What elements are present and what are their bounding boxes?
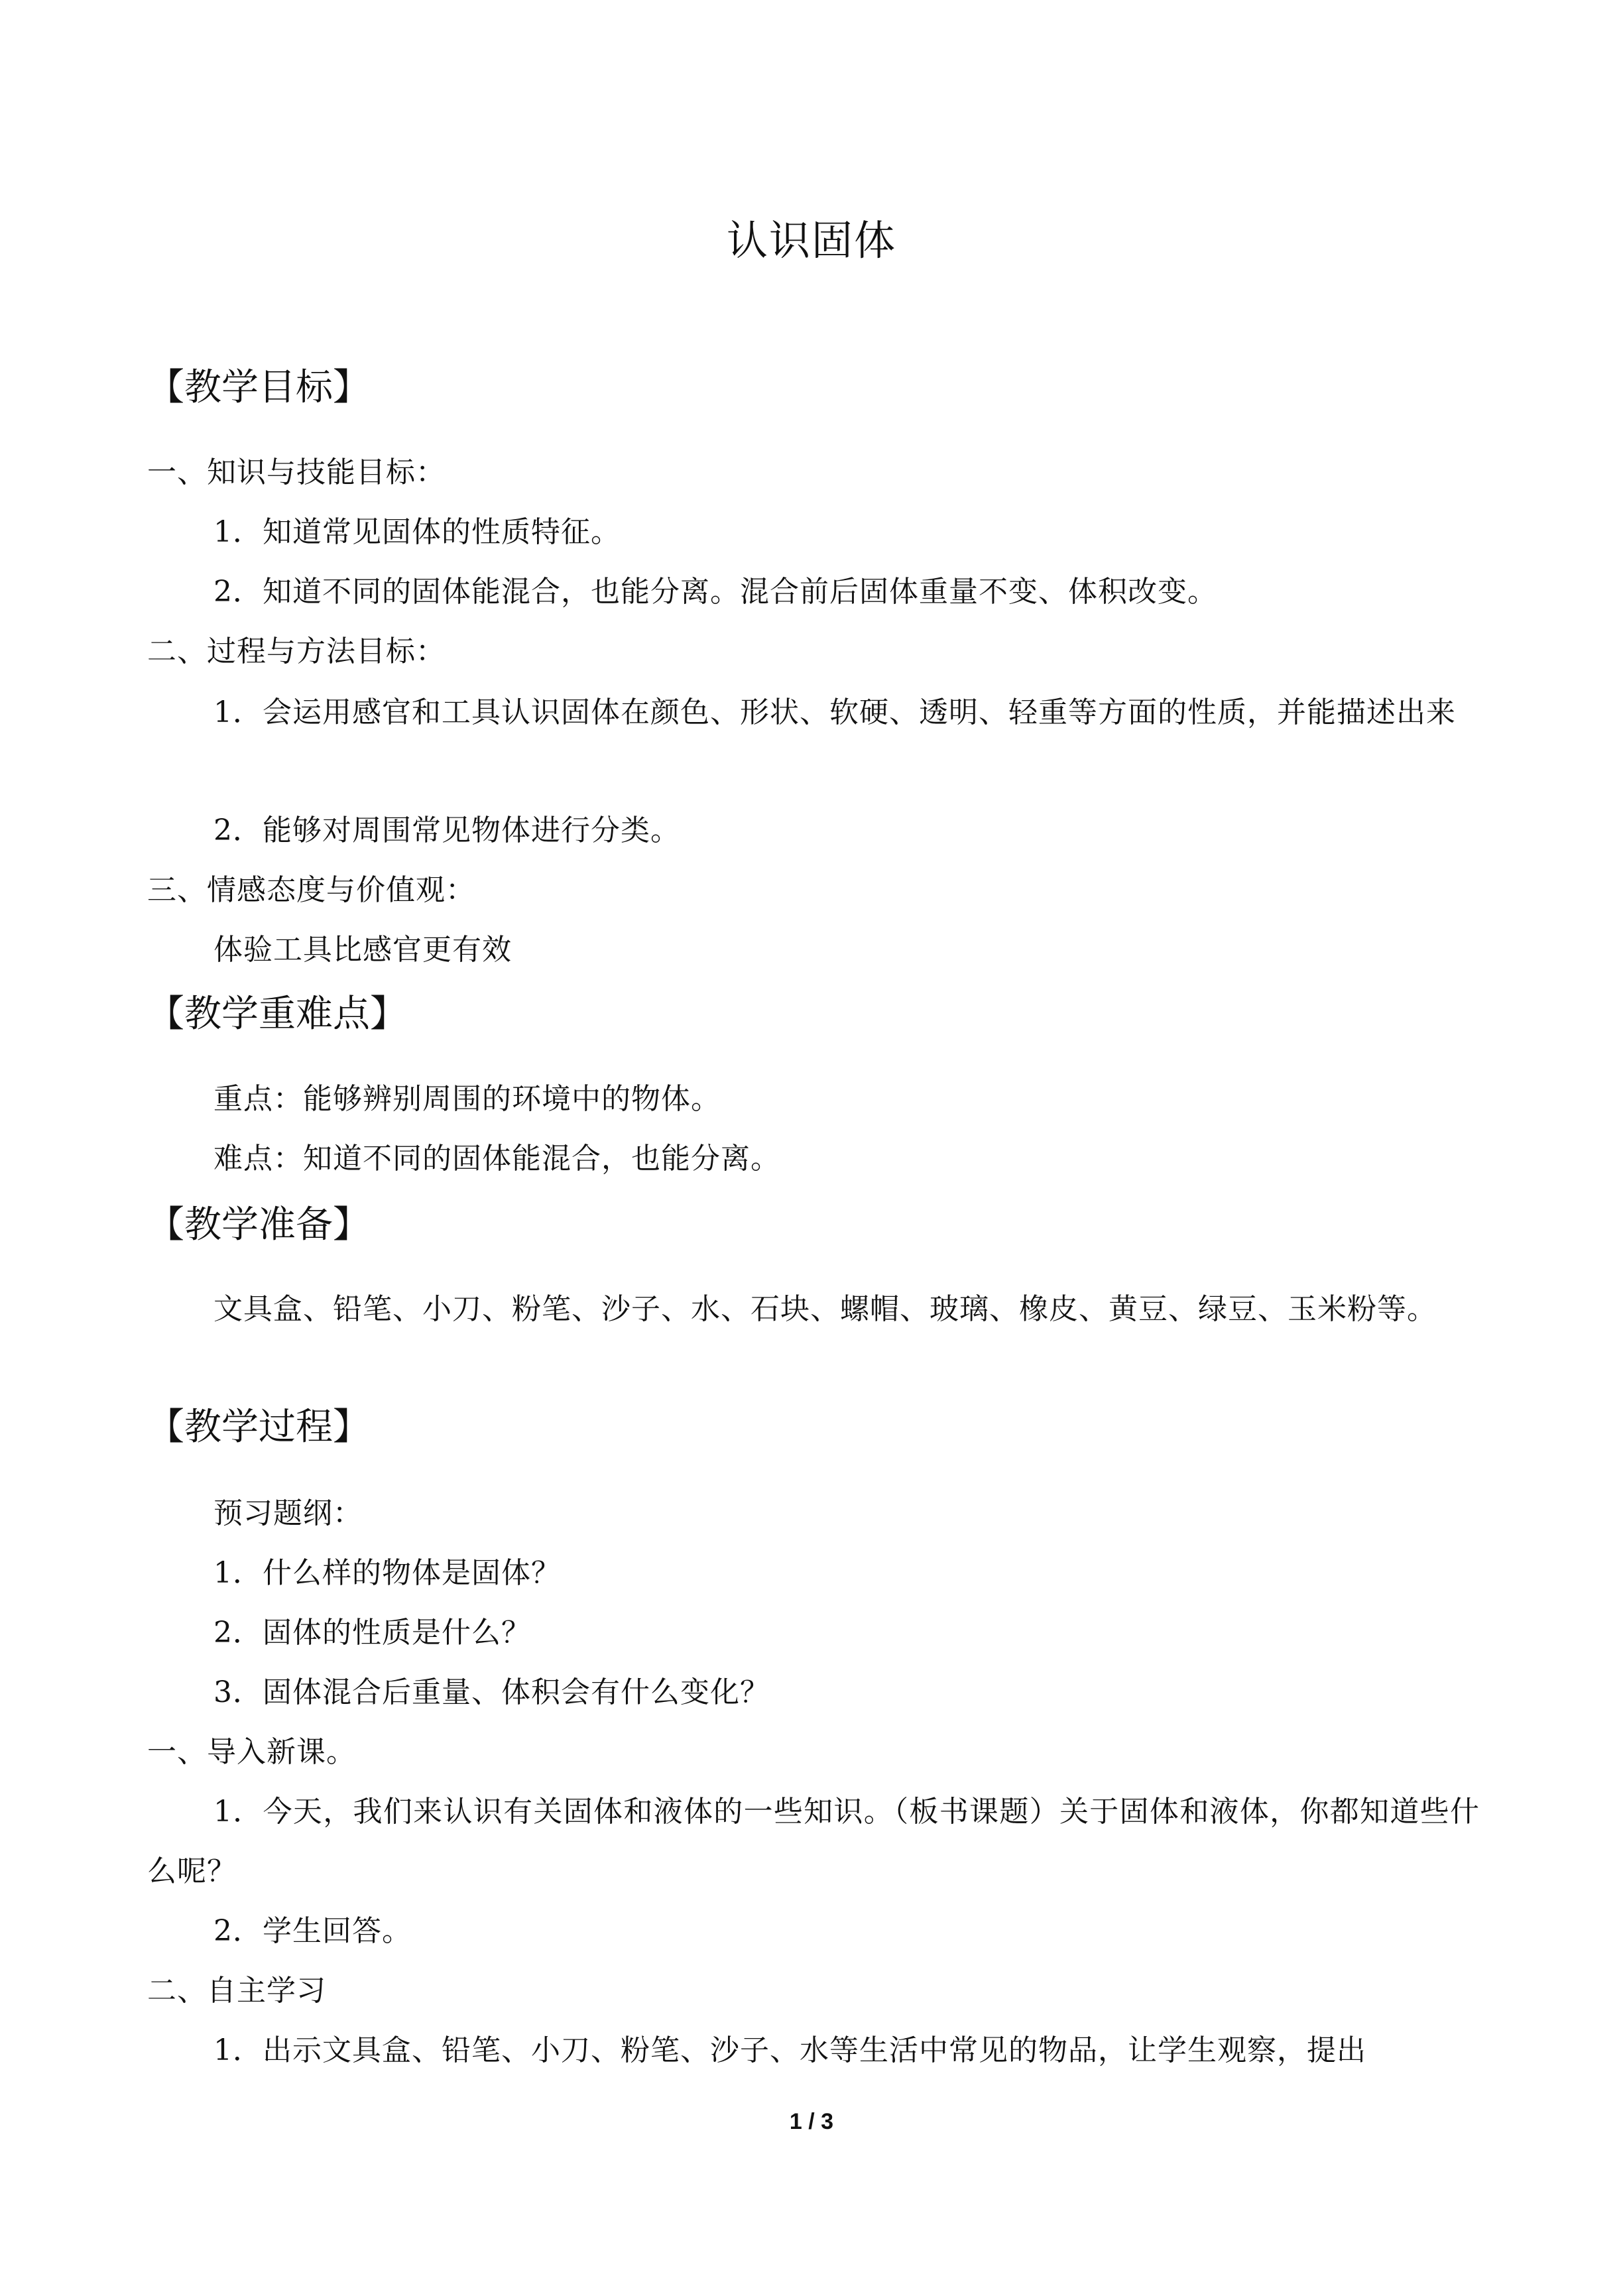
objectives-part3-text: 体验工具比感官更有效	[213, 933, 512, 967]
step2-item: 1．出示文具盒、铅笔、小刀、粉笔、沙子、水等生活中常见的物品，让学生观察，提出	[213, 2033, 1366, 2067]
section-heading-key-points: 【教学重难点】	[147, 993, 407, 1036]
step1-label: 一、导入新课。	[147, 1735, 356, 1769]
objectives-part2-item: 1．会运用感官和工具认识固体在颜色、形状、软硬、透明、轻重等方面的性质，并能描述出来	[213, 695, 1456, 729]
difficulty-text: 难点：知道不同的固体能混合，也能分离。	[213, 1142, 780, 1176]
key-point-text: 重点：能够辨别周围的环境中的物体。	[213, 1082, 721, 1116]
objectives-part2-label: 二、过程与方法目标：	[147, 634, 446, 668]
preview-item: 2．固体的性质是什么？	[213, 1616, 531, 1650]
section-heading-process: 【教学过程】	[147, 1406, 370, 1449]
objectives-part1-item: 2．知道不同的固体能混合，也能分离。混合前后固体重量不变、体积改变。	[213, 575, 1217, 609]
preparation-text: 文具盒、铅笔、小刀、粉笔、沙子、水、石块、螺帽、玻璃、橡皮、黄豆、绿豆、玉米粉等。	[213, 1292, 1437, 1326]
step2-label: 二、自主学习	[147, 1974, 326, 2008]
preview-item: 3．固体混合后重量、体积会有什么变化？	[213, 1675, 770, 1709]
objectives-part1-label: 一、知识与技能目标：	[147, 455, 446, 489]
preview-label: 预习题纲：	[213, 1496, 363, 1530]
step1-item: 2．学生回答。	[213, 1914, 412, 1948]
section-heading-preparation: 【教学准备】	[147, 1203, 370, 1246]
objectives-part1-item: 1．知道常见固体的性质特征。	[213, 515, 621, 549]
page-number: 1 / 3	[789, 2109, 834, 2134]
preview-item: 1．什么样的物体是固体？	[213, 1556, 561, 1590]
objectives-part2-item: 2．能够对周围常见物体进行分类。	[213, 814, 680, 847]
section-heading-objectives: 【教学目标】	[147, 366, 370, 409]
page-title: 认识固体	[726, 216, 896, 265]
step1-item: 1．今天，我们来认识有关固体和液体的一些知识。（板书课题）关于固体和液体，你都知道些什么呢？	[147, 1795, 1480, 1888]
objectives-part3-label: 三、情感态度与价值观：	[147, 873, 475, 907]
